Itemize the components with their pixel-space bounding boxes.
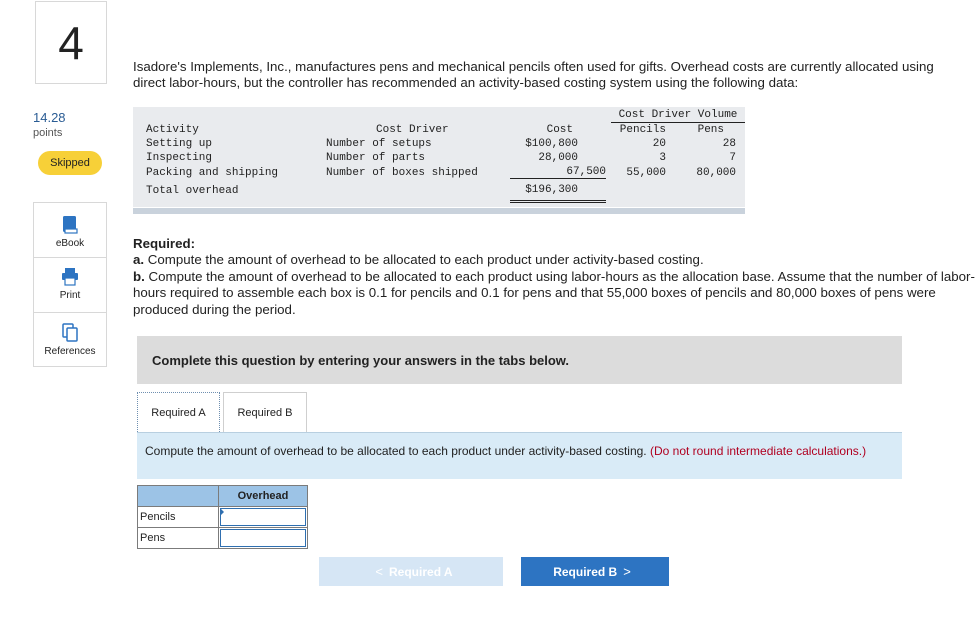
row-pencils: 55,000: [626, 167, 666, 179]
row-pens: 80,000: [696, 167, 736, 179]
status-badge: Skipped: [38, 151, 102, 175]
tool-divider: [34, 257, 106, 258]
header-pens: Pens: [697, 124, 724, 136]
prev-tab-label: Required A: [389, 564, 453, 579]
references-button[interactable]: [34, 323, 106, 357]
answer-row-label-pens: Pens: [138, 528, 219, 549]
row-activity: Packing and shipping: [146, 167, 279, 179]
header-pencils: Pencils: [619, 124, 666, 136]
row-cost-underlined: [510, 166, 606, 179]
table-bottom-bar: [133, 208, 745, 214]
row-pens: 28: [722, 138, 736, 150]
row-activity: Inspecting: [146, 152, 213, 164]
print-icon: [61, 267, 79, 286]
total-cost: $196,300: [525, 184, 578, 196]
answer-table: [137, 485, 308, 549]
tool-divider: [34, 312, 106, 313]
tools-panel: [33, 202, 107, 367]
tab-instruction: [137, 432, 902, 479]
answer-header-blank: [138, 486, 219, 507]
chevron-right-icon: >: [623, 564, 631, 579]
pens-overhead-input[interactable]: [220, 529, 306, 547]
row-cost: $100,800: [525, 138, 578, 150]
required-a: [133, 252, 979, 269]
row-driver: Number of setups: [326, 138, 432, 150]
prev-tab-button[interactable]: [319, 557, 503, 586]
chevron-left-icon: <: [375, 564, 384, 579]
row-pens: 7: [729, 152, 736, 164]
header-cost-driver-volume: Cost Driver Volume: [618, 109, 738, 121]
required-a-label: a.: [133, 252, 145, 267]
print-button[interactable]: [34, 267, 106, 301]
row-pencils: 20: [652, 138, 666, 150]
required-b-text: Compute the amount of overhead to be allocated to each product using labor-hours as the allocation base. Assume that the number of labor-hours required to assemble each box is 0.1 for pencils and 0.1 for pens and that 55,000 boxes of pencils and 80,000 boxes of pens were produced during the period.: [133, 268, 975, 317]
required-title: Required:: [133, 236, 196, 251]
tab-required-a[interactable]: Required A: [137, 392, 220, 432]
total-cost-underlined: [510, 184, 606, 203]
row-pencils: 3: [659, 152, 666, 164]
ebook-label: eBook: [55, 238, 85, 249]
next-tab-button[interactable]: [521, 557, 669, 586]
header-activity: Activity: [146, 124, 199, 136]
print-label: Print: [59, 290, 81, 301]
instructions-banner: Complete this question by entering your answers in the tabs below.: [137, 336, 902, 384]
required-b: [133, 269, 979, 319]
total-label: Total overhead: [146, 185, 239, 197]
answer-row-label-pencils: Pencils: [138, 507, 219, 528]
references-label: References: [44, 346, 96, 357]
pencils-overhead-input[interactable]: [220, 508, 306, 526]
question-number: 4: [35, 1, 107, 84]
required-a-text: Compute the amount of overhead to be allocated to each product under activity-based costing.: [144, 252, 704, 267]
points-value: 14.28: [33, 110, 66, 125]
row-driver: Number of boxes shipped: [326, 167, 478, 179]
next-tab-label: Required B: [553, 564, 618, 579]
required-text: [133, 252, 979, 318]
header-underline: [611, 122, 745, 123]
problem-intro: Isadore's Implements, Inc., manufactures pens and mechanical pencils often used for gifts. Overhead costs are currently allocated using direct labor-hours, but the controller has recommended an activity-based costing system using the following data:: [133, 59, 934, 90]
references-icon: [62, 323, 78, 342]
row-cost: 28,000: [538, 152, 578, 164]
row-driver: Number of parts: [326, 152, 426, 164]
pens-overhead-cell: [219, 528, 308, 549]
input-marker-icon: [220, 508, 224, 516]
row-activity: Setting up: [146, 138, 213, 150]
tab-required-b[interactable]: Required B: [223, 392, 307, 432]
answer-header-overhead: Overhead: [219, 486, 308, 507]
required-b-label: b.: [133, 268, 145, 284]
header-cost-driver: Cost Driver: [376, 124, 449, 136]
points-label: points: [33, 127, 63, 139]
header-cost: Cost: [546, 124, 573, 136]
row-cost: 67,500: [566, 166, 606, 178]
ebook-button[interactable]: [34, 215, 106, 249]
instruction-note: (Do not round intermediate calculations.): [650, 444, 867, 458]
instruction-text: Compute the amount of overhead to be allocated to each product under activity-based costing.: [145, 444, 647, 458]
ebook-icon: [62, 215, 78, 234]
pencils-overhead-cell: [219, 507, 308, 528]
